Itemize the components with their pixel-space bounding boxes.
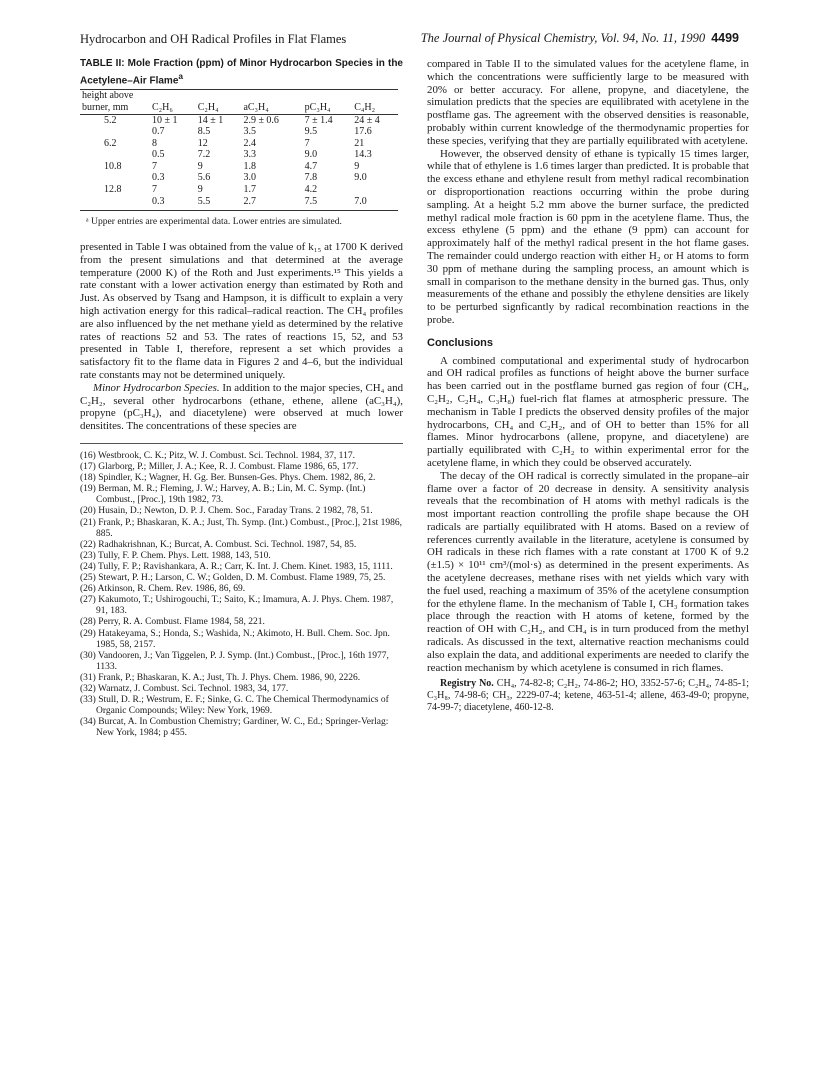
reference-item: (32) Warnatz, J. Combust. Sci. Technol. 1983, 34, 177. (80, 683, 289, 694)
running-title: Hydrocarbon and OH Radical Profiles in Flat Flames (80, 32, 347, 46)
table-row: 10.8 7 9 1.8 4.7 9 (104, 160, 360, 172)
section-heading-conclusions: Conclusions (427, 336, 494, 349)
table-row: 0.3 5.6 3.0 7.8 9.0 (152, 172, 367, 184)
reference-item: (29) Hatakeyama, S.; Honda, S.; Washida, N.; Akimoto, H. Bull. Chem. Soc. Jpn. 1985, 58, 2157. (80, 628, 390, 650)
reference-item: (16) Westbrook, C. K.; Pitz, W. J. Combust. Sci. Technol. 1984, 37, 117. (80, 451, 355, 462)
reference-item: (30) Vandooren, J.; Van Tiggelen, P. J. Symp. (Int.) Combust., [Proc.], 16th 1977, 1133. (80, 650, 389, 672)
body-paragraph: The decay of the OH radical is correctly simulated in the propane–air flame over a factor of 20 decrease in density. A sensitivity analysis reveals that the recombination of H atoms with methyl radicals is the most important reaction controlling the profile shape because the OH radicals are partially equilibrated with H atoms. Based on a review of references currently available in the literature, acetylene is consumed by OH radicals in these rich flames with a rate constant at 1700 K of 9.2 (±1.5) × 10¹¹ cm³/(mol·s) as determined in the present experiments. As the acetylene decreases, methane rises with net yields which vary with the fuel used, reaching a maximum of 35% of the acetylene consumption for the ethylene flame. In the mechanism of Table I, CH₃ formation takes place through the reaction with H atoms of ketene, formed by the reaction of OH with C₂H₂, and CH₄ is in turn produced from the methyl radicals. As discussed in the text, alternative reaction mechanisms could also explain the data, and additional experiments are needed to clarify the reaction mechanism by which acetylene is consumed in rich flames. (427, 469, 749, 674)
table-footnote: ᵃ Upper entries are experimental data. Lower entries are simulated. (86, 216, 342, 228)
table-caption (80, 58, 403, 87)
journal-name: The Journal of Physical Chemistry, Vol. 94, No. 11, 1990 (420, 31, 706, 45)
reference-item: (19) Berman, M. R.; Fleming, J. W.; Harvey, A. B.; Lin, M. C. Symp. (Int.) Combust., [Proc.], 19th 1982, 73. (80, 484, 366, 506)
reference-item: (31) Frank, P.; Bhaskaran, K. A.; Just, Th. J. Phys. Chem. 1986, 90, 2226. (80, 672, 361, 683)
reference-item: (17) Glarborg, P.; Miller, J. A.; Kee, R. J. Combust. Flame 1986, 65, 177. (80, 462, 359, 473)
table-caption-text: TABLE II: Mole Fraction (ppm) of Minor Hydrocarbon Species in the Acetylene–Air Flame (80, 58, 403, 87)
col-height-line1: height above (82, 90, 134, 102)
reference-item: (28) Perry, R. A. Combust. Flame 1984, 58, 221. (80, 617, 265, 628)
reference-item: (33) Stull, D. R.; Westrum, E. F.; Sinke, G. C. The Chemical Thermodynamics of Organic Compounds; Wiley: New York, 1969. (80, 695, 389, 717)
table-row: 0.7 8.5 3.5 9.5 17.6 (152, 126, 372, 138)
reference-item: (25) Stewart, P. H.; Larson, C. W.; Golden, D. M. Combust. Flame 1989, 75, 25. (80, 573, 386, 584)
reference-item: (23) Tully, F. P. Chem. Phys. Lett. 1988, 143, 510. (80, 550, 271, 561)
col-height-line2: burner, mm (82, 101, 129, 113)
table-header-row-2 (80, 102, 398, 114)
page-number: 4499 (711, 31, 739, 45)
left-column (80, 58, 403, 739)
registry-numbers (427, 678, 749, 713)
col-header: pC₃H₄ (304, 101, 331, 113)
reference-item: (20) Husain, D.; Newton, D. P. J. Chem. Soc., Faraday Trans. 2 1982, 78, 51. (80, 506, 373, 517)
col-header: C₄H₂ (354, 101, 376, 113)
subsection-lead: Minor Hydrocarbon Species. (93, 381, 220, 394)
body-paragraph: A combined computational and experimental study of hydrocarbon and OH radical profiles as functions of height above the burner surface has been carried out in the postflame burned gas region of four (CH₄, C₂H₂, C₂H₄, C₃H₈) fuel-rich flat flames at atmospheric pressure. The mechanism in Table I predicts the observed density profiles of the major hydrocarbons, CH₄ and C₂H₂, and of OH to better than 15% for all flames. Minor hydrocarbons (allene, propyne, and diacetylene) are partially equilibrated with C₂H₂ to within experimental error for the acetylene flame, in which they could be observed accurately. (427, 354, 749, 469)
table-row: 5.2 10 ± 1 14 ± 1 2.9 ± 0.6 7 ± 1.4 24 ± 4 (104, 114, 380, 126)
reference-item: (24) Tully, F. P.; Ravishankara, A. R.; Carr, K. Int. J. Chem. Kinet. 1983, 15, 1111. (80, 561, 393, 572)
body-paragraph: However, the observed density of ethane is typically 15 times larger, while that of ethylene is 1.6 times larger than predicted. It is probable that the excess ethane and ethylene result from methyl radical recombination or disproportionation reactions occurring within the probe during sampling. At a height 5.2 mm above the burner surface, the predicted methyl radical mole fraction is 60 ppm in the acetylene flame. Thus, the excess ethylene (5 ppm) and the ethane (9 ppm) can account for approximately half of the methyl radical present in the hot flame gases. The remainder could undergo reaction with either H₂ or H atoms to form 30 ppm of methane during the sampling process, an amount which is small in comparison to the methane density in the burned gas. Thus, only measurements of the ethane and possibly the ethylene densities are likely to be perturbed signficantly by radical recombination reactions in the probe. (427, 147, 749, 326)
table-row: 12.8 7 9 1.7 4.2 (104, 184, 318, 196)
reference-item: (22) Radhakrishnan, K.; Burcat, A. Combust. Sci. Technol. 1987, 54, 85. (80, 539, 357, 550)
body-paragraph (80, 382, 403, 433)
registry-label: Registry No. (440, 678, 494, 690)
reference-item: (34) Burcat, A. In Combustion Chemistry; Gardiner, W. C., Ed.; Springer-Verlag: New York, 1984; p 455. (80, 717, 389, 739)
reference-item: (27) Kakumoto, T.; Ushirogouchi, T.; Saito, K.; Imamura, A. J. Phys. Chem. 1987, 91, 183. (80, 595, 394, 617)
reference-item: (18) Spindler, K.; Wagner, H. Gg. Ber. Bunsen-Ges. Phys. Chem. 1982, 86, 2. (80, 473, 376, 484)
table-row: 6.2 8 12 2.4 7 21 (104, 137, 365, 149)
body-paragraph: compared in Table II to the simulated values for the acetylene flame, in which the concentrations were sufficiently large to be measured with 20% or better accuracy. For allene, propyne, and diacetylene, the simulation predicts that the species are equilibrated with acetylene in the postflame gas. The agreement with the observed densities is reasonable, probably within current knowledge of the thermodynamic properties for these species, verifying that they are partially equilibrated with acetylene. (427, 58, 749, 147)
table-row: 0.5 7.2 3.3 9.0 14.3 (152, 149, 372, 161)
right-column (427, 58, 749, 714)
body-paragraph: presented in Table I was obtained from the value of k₁₅ at 1700 K derived from the present simulations and that determined at the average temperature (2000 K) of the Roth and Just experiments.¹⁵ This yields a rate constant with a lower activation energy than estimated by Roth and Just. As observed by Tsang and Hampson, it is difficult to explain a very high activation energy for this radical–radical reaction. The CH₄ profiles are also influenced by the net methane yield as determined by the relative rates of reactions 52 and 53. The rates of reactions 15, 52, and 53 presented in Table I, therefore, represent a set which provides a satisfactory fit to the flame data in Figures 2 and 4–6, but the individual rate constants may not be determined uniquely. (80, 241, 403, 382)
subsection-text: In addition to the major species, CH₄ and C₂H₂, several other hydrocarbons (ethane, ethene, allene (aC₃H₄), propyne (pC₃H₄), and diacetylene) were observed at much lower densitites. The concentrations of these species are (80, 381, 404, 433)
journal-citation (421, 31, 739, 46)
col-header: aC₃H₄ (243, 101, 269, 113)
reference-list (80, 443, 403, 739)
mole-fraction-table (80, 89, 398, 211)
col-header: C₂H₄ (197, 101, 219, 113)
registry-text: CH₄, 74-82-8; C₂H₂, 74-86-2; HO, 3352-57-6; C₂H₄, 74-85-1; C₃H₈, 74-98-6; CH₃, 2229-07-4; ketene, 463-51-4; allene, 463-49-0; propyne, 74-99-7; diacetylene, 460-12-8. (427, 678, 749, 714)
table-header-row (80, 90, 398, 102)
col-header: C₂H₆ (152, 101, 173, 113)
table-row: 0.3 5.5 2.7 7.5 7.0 (80, 196, 398, 211)
reference-item: (26) Atkinson, R. Chem. Rev. 1986, 86, 69. (80, 584, 246, 595)
reference-item: (21) Frank, P.; Bhaskaran, K. A.; Just, Th. Symp. (Int.) Combust., [Proc.], 21st 1986, 885. (80, 517, 403, 539)
table-caption-mark: a (178, 71, 184, 81)
